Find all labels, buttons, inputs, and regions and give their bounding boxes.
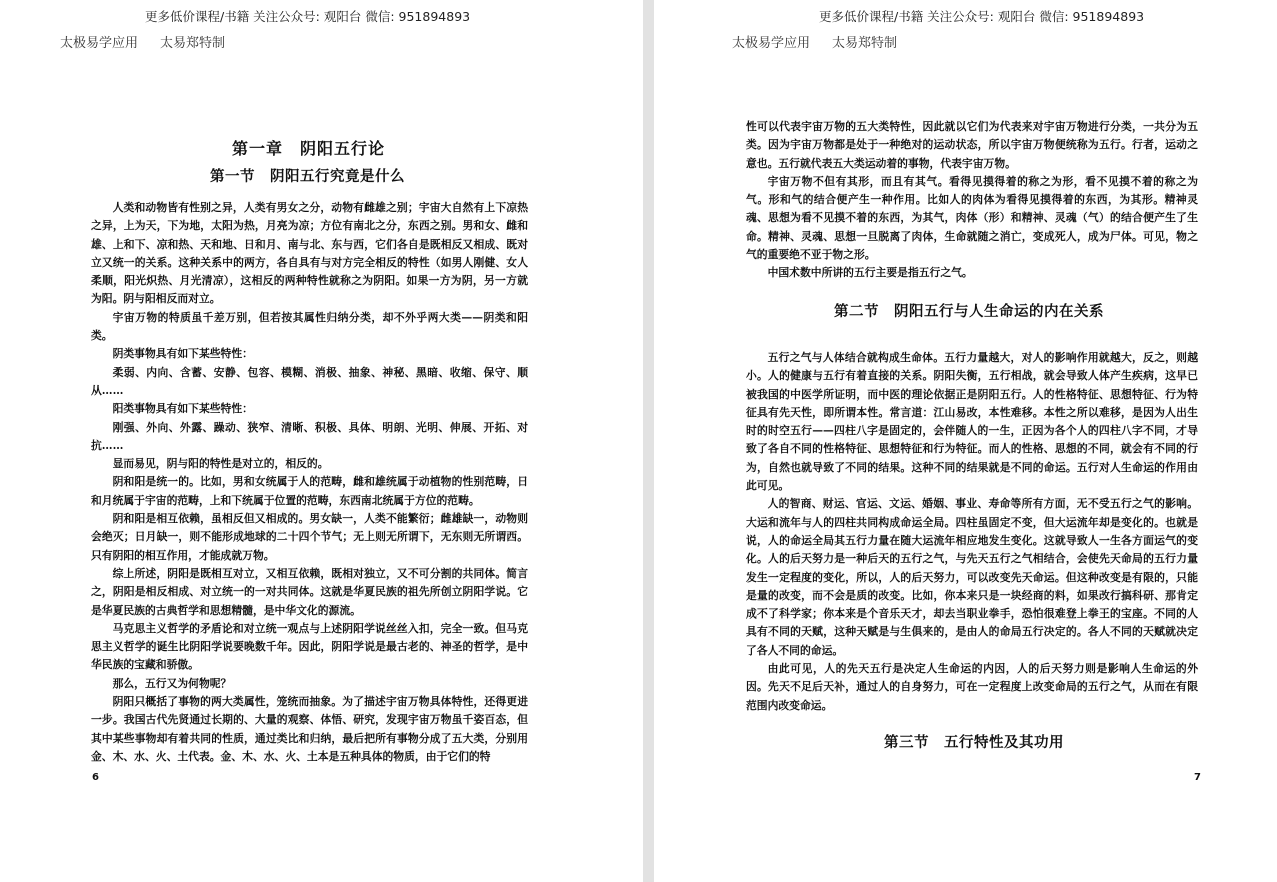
paragraph: 阳类事物具有如下某些特性：: [112, 402, 253, 416]
page-divider: [643, 0, 654, 882]
header-book-title: 太极易学应用: [732, 36, 811, 51]
paragraph: 显而易见，阴与阳的特性是对立的，相反的。: [112, 457, 329, 471]
promo-banner: 更多低价课程/书籍 关注公众号: 观阳台 微信: 951894893: [145, 9, 471, 24]
paragraph: 性可以代表宇宙万物的五大类特性，因此就以它们为代表来对宇宙万物进行分类，一共分为五类。因为宇宙万物都是处于一种绝对的运动状态，所以宇宙万物便统称为五行。行者，运动之意也。五行就代表五大类运动着的事物，代表宇宙万物。: [746, 120, 1198, 170]
paragraph: 阴类事物具有如下某些特性：: [112, 347, 253, 361]
paragraph: 中国术数中所讲的五行主要是指五行之气。: [767, 266, 973, 280]
paragraph: 人类和动物皆有性别之异，人类有男女之分，动物有雌雄之别；宇宙大自然有上下凉热之异，上为天，下为地，太阳为热，月亮为凉；方位有南北之分，东西之别。男和女、雌和雄、上和下、凉和热、天和地、日和月、南与北、东与西，它们各自是既相反又相成、既对立又统一的关系。这种关系中的两方，各自具有与对方完全相反的特性（如男人刚健、女人柔顺，阳光炽热、月光清凉），这相反的两种特性就称之为阴阳。如果一方为阴，另一方就为阳。阴与阳相反而对立。: [91, 201, 528, 306]
body-text-top: [746, 118, 1198, 283]
paragraph: 柔弱、内向、含蓄、安静、包容、模糊、消极、抽象、神秘、黑暗、收缩、保守、顺从……: [91, 365, 528, 397]
section-title: 第二节 阴阳五行与人生命运的内在关系: [834, 303, 1104, 320]
paragraph: 阴和阳是相互依赖，虽相反但又相成的。男女缺一，人类不能繁衍；雌雄缺一，动物则会绝灭；日月缺一，则不能形成地球的二十四个节气；无上则无所谓下，无东则无所谓西。只有阴阳的相互作用，才能成就万物。: [91, 512, 528, 562]
header-book-title: 太极易学应用: [60, 36, 139, 51]
page-number: 7: [1194, 772, 1201, 783]
running-header: [732, 32, 919, 51]
paragraph: 阴和阳是统一的。比如，男和女统属于人的范畴，雌和雄统属于动植物的性别范畴，日和月统属于宇宙的范畴，上和下统属于位置的范畴，东西南北统属于方位的范畴。: [91, 475, 528, 507]
paragraph: 那么，五行又为何物呢？: [112, 676, 232, 690]
paragraph: 宇宙万物的特质虽千差万别，但若按其属性归纳分类，却不外乎两大类——阴类和阳类。: [91, 310, 528, 343]
paragraph: 宇宙万物不但有其形，而且有其气。看得见摸得着的称之为形，看不见摸不着的称之为气。形和气的结合便产生一种作用。比如人的肉体为看得见摸得着的东西，为其形。精神灵魂、思想为看不见摸不着的东西，为其气，肉体（形）和精神、灵魂（气）的结合便产生了生命。精神、灵魂、思想一旦脱离了肉体，生命就随之消亡，变成死人，成为尸体。可见，物之气的重要绝不亚于物之形。: [746, 174, 1198, 262]
paragraph: 马克思主义哲学的矛盾论和对立统一观点与上述阴阳学说丝丝入扣，完全一致。但马克思主义哲学的诞生比阴阳学说要晚数千年。因此，阴阳学说是最古老的、神圣的哲学，是中华民族的宝藏和骄傲。: [91, 621, 528, 672]
section-title: 第三节 五行特性及其功用: [884, 734, 1064, 751]
header-author: 太易郑特制: [832, 36, 898, 51]
paragraph: 人的智商、财运、官运、文运、婚姻、事业、寿命等所有方面，无不受五行之气的影响。大运和流年与人的四柱共同构成命运全局。四柱虽固定不变，但大运流年却是变化的。也就是说，人的命运全局其五行力量在随大运流年相应地发生变化。这就导致人一生各方面运气的变化。人的后天努力是一种后天的五行之气，与先天五行之气相结合，会使先天命局的五行力量发生一定程度的变化，所以，人的后天努力，可以改变先天命运。但这种改变是有限的，只能是量的改变，而不会是质的改变。比如，你本来只是一块经商的料，如果改行搞科研、那肯定成不了科学家；你本来是个音乐天才，却去当职业拳手，恐怕很难登上拳王的宝座。不同的人具有不同的天赋，这种天赋是与生俱来的，是由人的命局五行决定的。各人不同的天赋就决定了各人不同的命运。: [746, 497, 1198, 657]
body-text: [91, 199, 528, 766]
section-title: 第一节 阴阳五行究竟是什么: [210, 168, 405, 185]
promo-banner: 更多低价课程/书籍 关注公众号: 观阳台 微信: 951894893: [819, 9, 1145, 24]
header-author: 太易郑特制: [160, 36, 226, 51]
body-text-section2: [746, 349, 1198, 715]
paragraph: 阴阳只概括了事物的两大类属性，笼统而抽象。为了描述宇宙万物具体特性，还得更进一步。我国古代先贤通过长期的、大量的观察、体悟、研究，发现宇宙万物虽千姿百态，但其中某些事物却有着共同的性质，通过类比和归纳，最后把所有事物分成了五大类，分别用金、木、水、火、土代表。金、木、水、火、土本是五种具体的物质，由于它们的特: [91, 695, 528, 763]
paragraph: 综上所述，阴阳是既相互对立，又相互依赖，既相对独立，又不可分割的共同体。简言之，阴阳是相反相成、对立统一的一对共同体。这就是华夏民族的祖先所创立阴阳学说。它是华夏民族的古典哲学和思想精髓，是中华文化的源流。: [91, 566, 528, 617]
running-header: [60, 32, 247, 51]
paragraph: 由此可见，人的先天五行是决定人生命运的内因，人的后天努力则是影响人生命运的外因。先天不足后天补，通过人的自身努力，可在一定程度上改变命局的五行之气，从而在有限范围内改变命运。: [746, 662, 1198, 712]
chapter-title: 第一章 阴阳五行论: [232, 139, 386, 158]
paragraph: 五行之气与人体结合就构成生命体。五行力量越大，对人的影响作用就越大，反之，则越小。人的健康与五行有着直接的关系。阴阳失衡，五行相战，就会导致人体产生疾病，这早已被我国的中医学所证明，而中医的理论依据正是阴阳五行。人的性格特征、思想特征、行为特征具有先天性，即所谓本性。常言道：江山易改，本性难移。本性之所以难移，是因为人出生时的时空五行——四柱八字是固定的，会伴随人的一生，正因为各个人的四柱八字不同，才导致了各自不同的性格特征、思想特征和行为特征。而人的性格、思想的不同，就会有不同的行为，自然也就导致了不同的结果。这种不同的结果就是不同的命运。五行对人生命运的作用由此可见。: [746, 351, 1198, 493]
page-number: 6: [92, 772, 99, 783]
paragraph: 刚强、外向、外露、躁动、狭窄、清晰、积极、具体、明朗、光明、伸展、开拓、对抗……: [91, 420, 528, 452]
right-page: [654, 0, 1277, 882]
